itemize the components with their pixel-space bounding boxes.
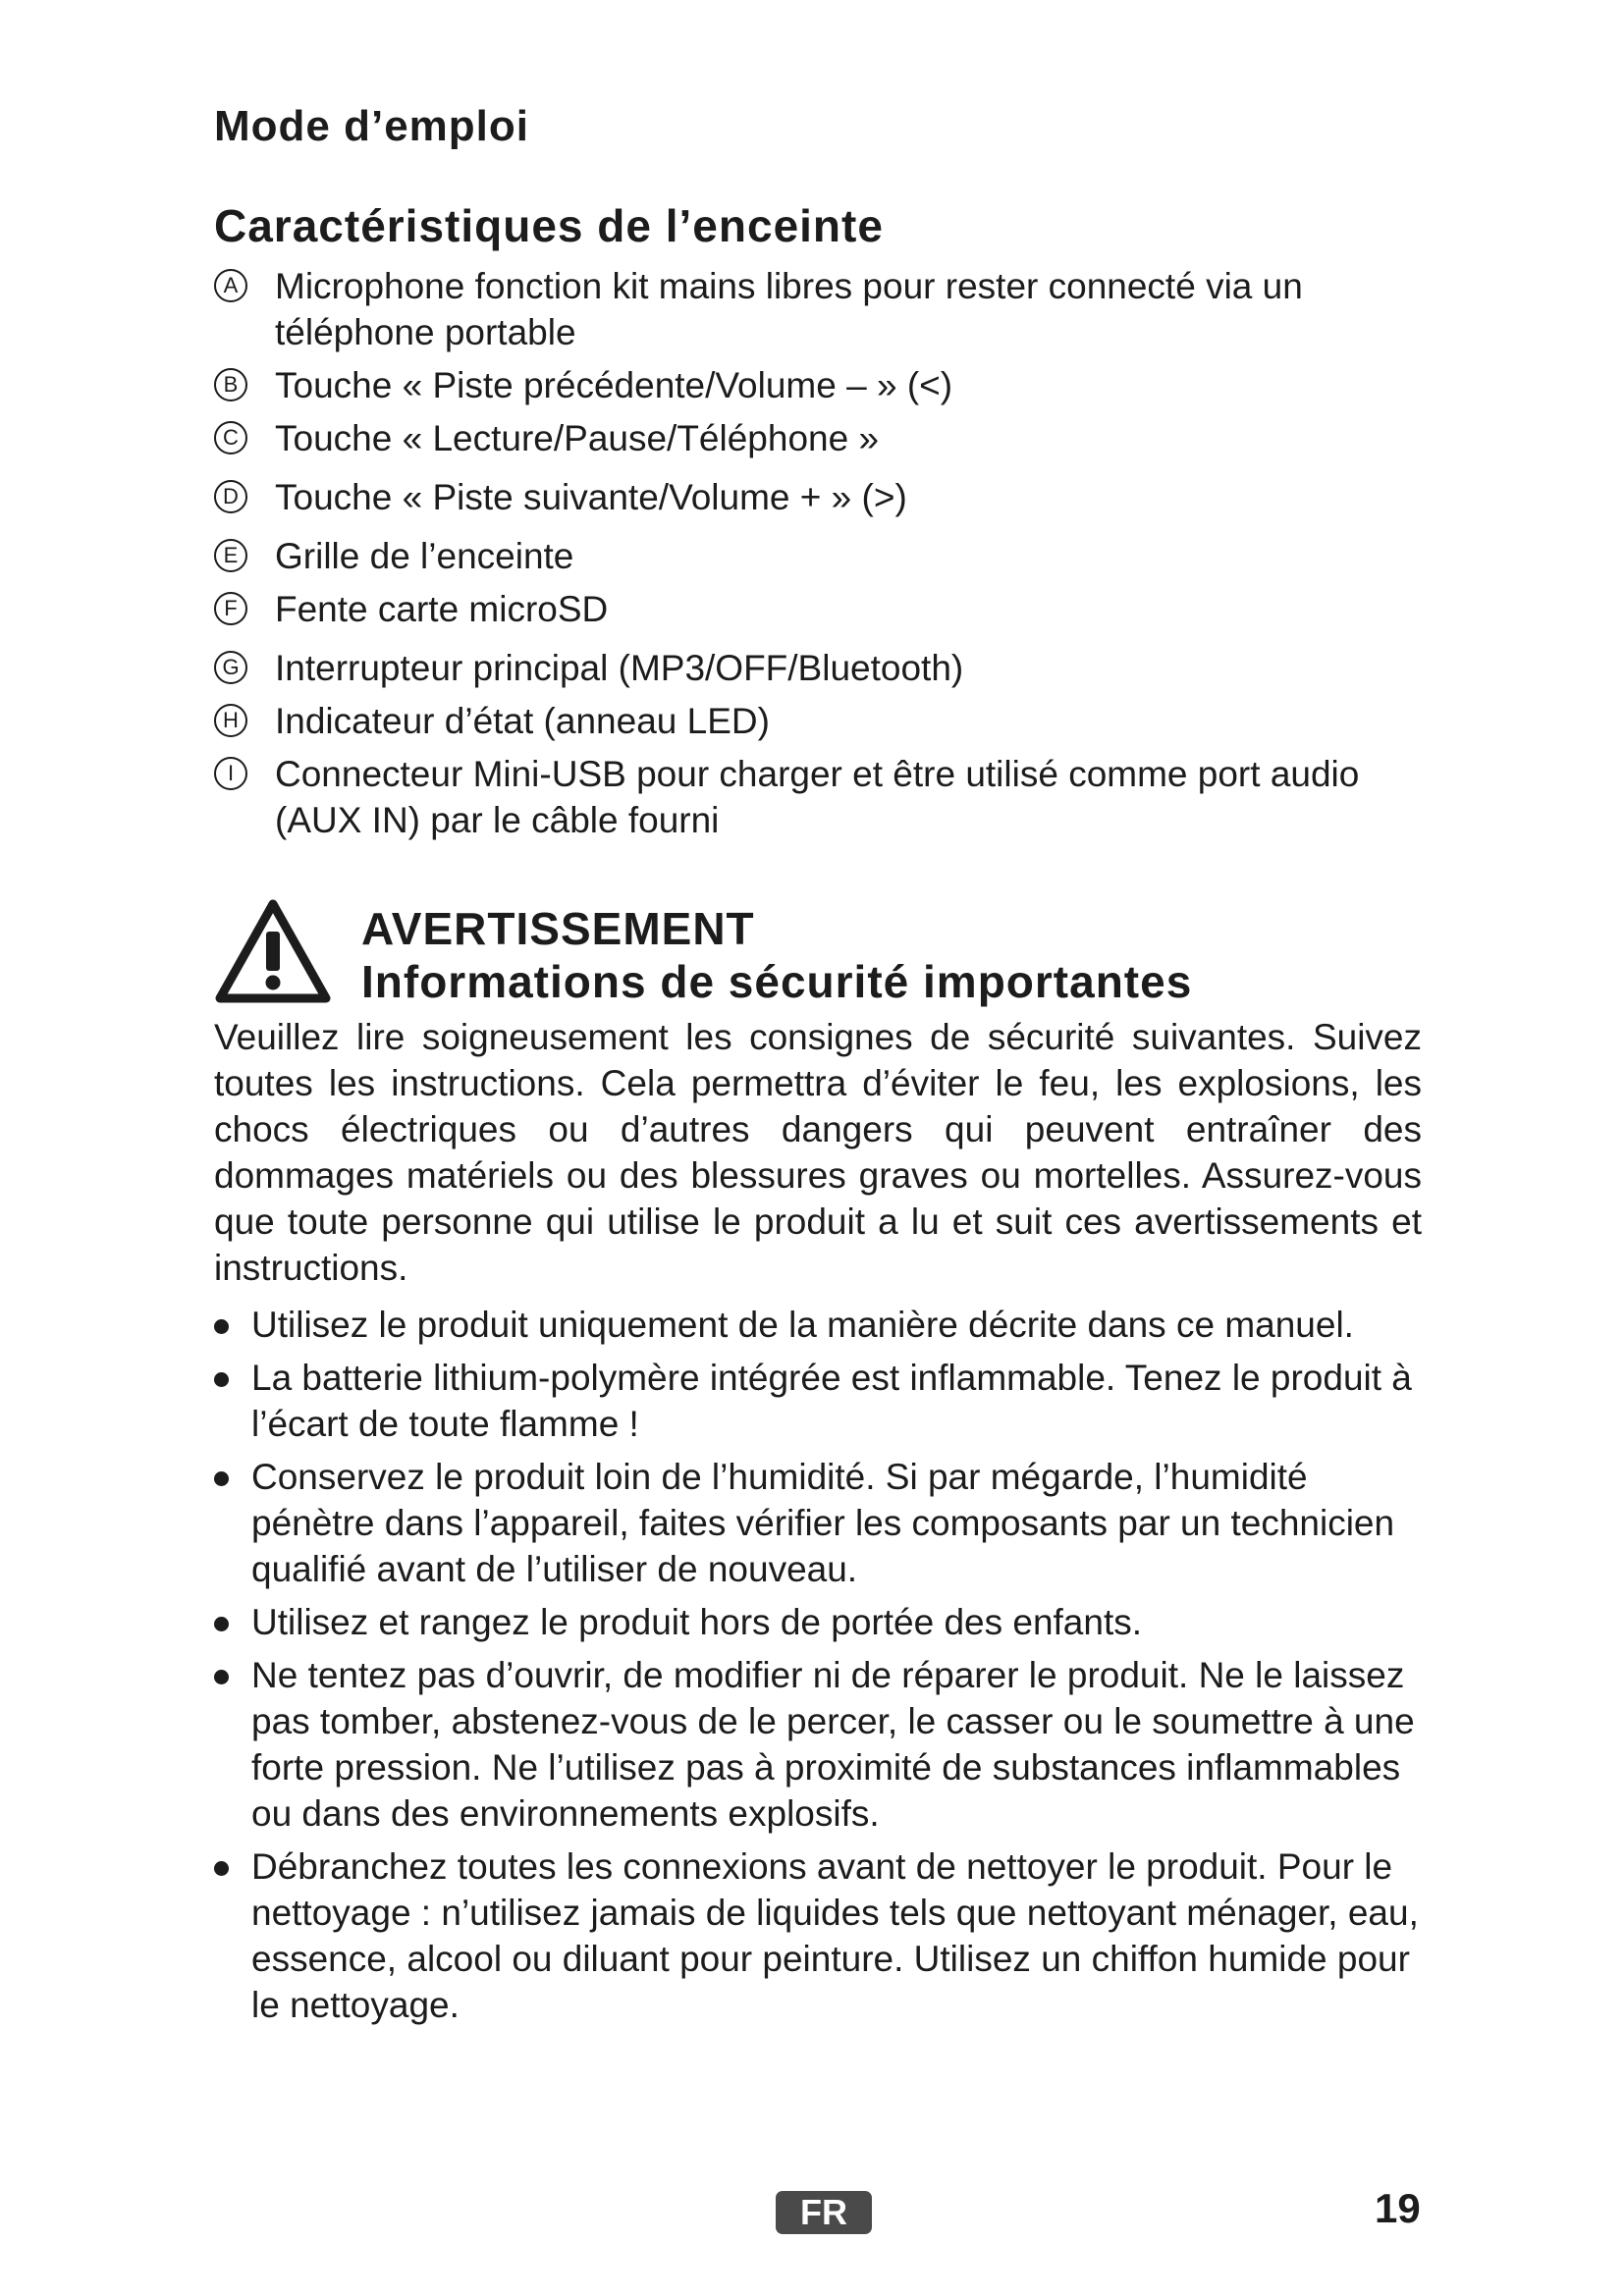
bullet-icon <box>214 1471 229 1486</box>
feature-text: Interrupteur principal (MP3/OFF/Bluetooth) <box>275 648 964 688</box>
feature-text: Fente carte microSD <box>275 589 609 629</box>
feature-text: Connecteur Mini-USB pour charger et être utilisé comme port audio (AUX IN) par le câble fourni <box>275 754 1360 840</box>
safety-intro-paragraph: Veuillez lire soigneusement les consignes de sécurité suivantes. Suivez toutes les instructions. Cela permettra d’éviter le feu, les explosions, les chocs électriques ou d’autres dangers qui peuvent entraîner des dommages matériels ou des blessures graves ou mortelles. Assurez-vous que toute personne qui utilise le produit a lu et suit ces avertissements et instructions. <box>214 1017 1422 1288</box>
feature-item-f <box>214 586 1392 632</box>
safety-item <box>214 1454 1422 1592</box>
circled-letter-e-icon: E <box>214 539 247 572</box>
circled-letter-h-icon: H <box>214 704 247 737</box>
safety-text: Débranchez toutes les connexions avant de nettoyer le produit. Pour le nettoyage : n’utilisez jamais de liquides tels que nettoyant ménager, eau, essence, alcool ou diluant pour peinture. Utilisez un chiffon humide pour le nettoyage. <box>251 1846 1419 2025</box>
features-list <box>214 263 1392 850</box>
bullet-icon <box>214 1372 229 1387</box>
safety-text: Utilisez le produit uniquement de la manière décrite dans ce manuel. <box>251 1305 1354 1345</box>
feature-item-e <box>214 533 1392 579</box>
warning-triangle-icon <box>214 898 332 1004</box>
safety-item <box>214 1355 1422 1447</box>
warning-block <box>214 888 1422 1016</box>
bullet-icon <box>214 1670 229 1684</box>
circled-letter-d-icon: D <box>214 480 247 513</box>
safety-text: Utilisez et rangez le produit hors de portée des enfants. <box>251 1602 1143 1642</box>
features-heading: Caractéristiques de l’enceinte <box>214 200 884 251</box>
feature-text: Touche « Piste suivante/Volume + » (>) <box>275 477 907 517</box>
safety-text: La batterie lithium-polymère intégrée est inflammable. Tenez le produit à l’écart de toute flamme ! <box>251 1358 1412 1444</box>
circled-letter-c-icon: C <box>214 421 247 454</box>
safety-text: Ne tentez pas d’ouvrir, de modifier ni de réparer le produit. Ne le laissez pas tomber, abstenez-vous de le percer, le casser ou le soumettre à une forte pression. Ne l’utilisez pas à proximité de substances inflammables ou dans des environnements explosifs. <box>251 1655 1415 1834</box>
safety-item <box>214 1843 1422 2028</box>
feature-item-d <box>214 474 1392 520</box>
feature-text: Grille de l’enceinte <box>275 536 574 576</box>
safety-item <box>214 1302 1422 1348</box>
bullet-icon <box>214 1617 229 1631</box>
feature-item-a <box>214 263 1392 355</box>
safety-item <box>214 1599 1422 1645</box>
warning-title: AVERTISSEMENT <box>361 903 755 954</box>
circled-letter-g-icon: G <box>214 651 247 684</box>
feature-item-b <box>214 362 1392 408</box>
circled-letter-f-icon: F <box>214 592 247 625</box>
bullet-icon <box>214 1319 229 1334</box>
page-title: Mode d’emploi <box>214 102 529 150</box>
feature-item-i <box>214 751 1392 843</box>
safety-text: Conservez le produit loin de l’humidité. Si par mégarde, l’humidité pénètre dans l’appareil, faites vérifier les composants par un technicien qualifié avant de l’utiliser de nouveau. <box>251 1457 1395 1589</box>
warning-subtitle: Informations de sécurité importantes <box>361 956 1193 1007</box>
feature-item-g <box>214 645 1392 691</box>
feature-item-c <box>214 415 1392 461</box>
safety-list <box>214 1302 1422 2035</box>
feature-text: Indicateur d’état (anneau LED) <box>275 701 770 741</box>
circled-letter-i-icon: I <box>214 757 247 790</box>
circled-letter-b-icon: B <box>214 368 247 401</box>
safety-item <box>214 1652 1422 1837</box>
circled-letter-a-icon: A <box>214 269 247 302</box>
bullet-icon <box>214 1861 229 1876</box>
feature-text: Microphone fonction kit mains libres pour rester connecté via un téléphone portable <box>275 266 1303 352</box>
feature-item-h <box>214 698 1392 744</box>
language-badge: FR <box>776 2191 872 2234</box>
feature-text: Touche « Lecture/Pause/Téléphone » <box>275 418 880 458</box>
feature-text: Touche « Piste précédente/Volume – » (<) <box>275 365 953 405</box>
page-number: 19 <box>1375 2185 1421 2231</box>
